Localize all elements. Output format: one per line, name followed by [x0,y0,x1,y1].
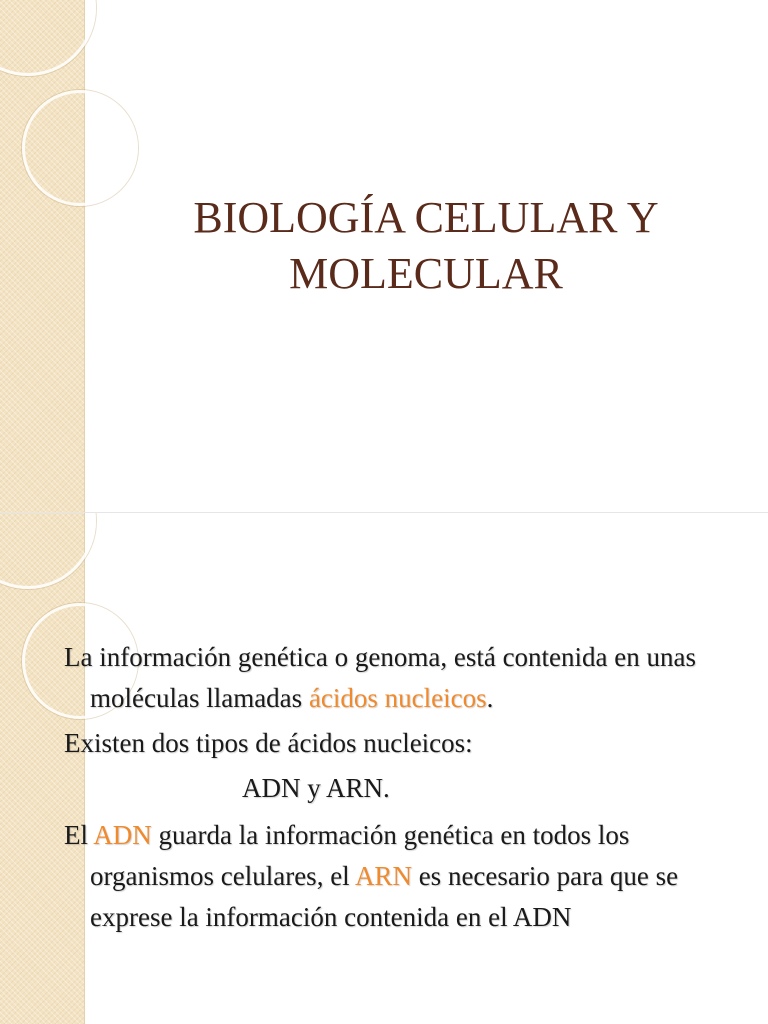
slide-content [0,512,768,1024]
decorative-side-band [0,0,85,512]
text-run: El [64,820,94,850]
decorative-ring [22,90,138,206]
text-run: . [486,683,494,713]
text-run: guarda la información genética en todos los organismos celulares, el [90,820,630,891]
slide-body [64,637,754,942]
paragraph-adn-arn [64,768,754,809]
slide-title-text [84,190,768,302]
highlight-arn: ARN [354,861,412,891]
text-run: La información genética o genoma, está contenida en unas moléculas llamadas [64,642,696,713]
highlight-adn: ADN [93,820,152,850]
paragraph-genome [64,637,754,719]
highlight-acidos-nucleicos: ácidos nucleicos [308,683,487,713]
text-run: Existen dos tipos de ácidos nucleicos: [64,728,473,758]
title-line-1: BIOLOGÍA CELULAR Y [193,193,659,242]
decorative-ring [0,0,96,76]
decorative-ring [0,512,96,589]
text-run: ADN y ARN. [242,773,390,803]
title-line-2: MOLECULAR [289,249,563,298]
paragraph-function [64,815,754,938]
text-run: es necesario para que se exprese la información contenida en el ADN [90,861,679,932]
paragraph-types [64,723,754,764]
